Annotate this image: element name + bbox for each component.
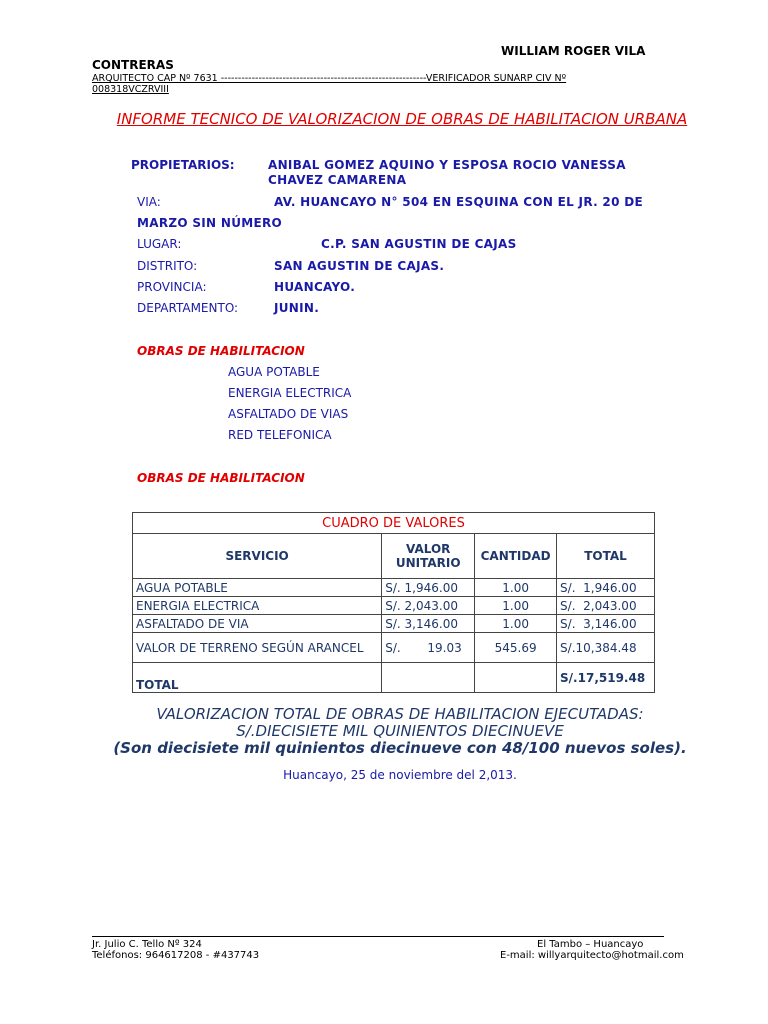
header-total: TOTAL xyxy=(557,534,655,579)
cell-servicio: AGUA POTABLE xyxy=(133,579,382,597)
cell-servicio: ASFALTADO DE VIA xyxy=(133,615,382,633)
summary-line3: (Son diecisiete mil quinientos diecinueve con 48/100 nuevos soles). xyxy=(113,739,687,757)
cell-total: S/. 2,043.00 xyxy=(557,597,655,615)
footer-address: Jr. Julio C. Tello Nº 324 xyxy=(92,939,202,950)
cell-total: S/.10,384.48 xyxy=(557,633,655,663)
obra-item: RED TELEFONICA xyxy=(228,428,332,442)
via-label: VIA: xyxy=(137,195,161,209)
summary-line2: S/.DIECISIETE MIL QUINIENTOS DIECINUEVE xyxy=(236,722,564,740)
via-value-line2: MARZO SIN NÚMERO xyxy=(137,216,283,230)
obra-item: AGUA POTABLE xyxy=(228,365,320,379)
cell-cantidad: 1.00 xyxy=(475,597,557,615)
total-empty-cell xyxy=(475,663,557,693)
table-row xyxy=(133,633,655,663)
cell-cantidad: 1.00 xyxy=(475,615,557,633)
lugar-label: LUGAR: xyxy=(137,237,182,251)
date-line: Huancayo, 25 de noviembre del 2,013. xyxy=(283,768,517,782)
propietarios-label: PROPIETARIOS: xyxy=(131,158,235,172)
distrito-label: DISTRITO: xyxy=(137,259,198,273)
cell-valor: S/. 3,146.00 xyxy=(382,615,475,633)
table-row xyxy=(133,597,655,615)
credentials-line2: 008318VCZRVIII xyxy=(92,84,169,95)
report-title: INFORME TECNICO DE VALORIZACION DE OBRAS DE HABILITACION URBANA xyxy=(116,110,688,128)
propietarios-line2: CHAVEZ CAMARENA xyxy=(268,173,407,187)
cell-cantidad: 1.00 xyxy=(475,579,557,597)
header-valor-unitario: VALOR UNITARIO xyxy=(382,534,475,579)
distrito-value: SAN AGUSTIN DE CAJAS. xyxy=(274,259,445,273)
footer-divider xyxy=(92,936,664,937)
lugar-value: C.P. SAN AGUSTIN DE CAJAS xyxy=(321,237,517,251)
header-cantidad: CANTIDAD xyxy=(475,534,557,579)
cell-valor: S/. 2,043.00 xyxy=(382,597,475,615)
obras-heading-2: OBRAS DE HABILITACION xyxy=(137,471,305,485)
cell-cantidad: 545.69 xyxy=(475,633,557,663)
obra-item: ENERGIA ELECTRICA xyxy=(228,386,352,400)
cell-total: S/. 1,946.00 xyxy=(557,579,655,597)
total-empty-cell xyxy=(382,663,475,693)
total-row xyxy=(133,663,655,693)
table-row xyxy=(133,615,655,633)
cell-servicio: VALOR DE TERRENO SEGÚN ARANCEL xyxy=(133,633,382,663)
table-row xyxy=(133,579,655,597)
footer-email: E-mail: willyarquitecto@hotmail.com xyxy=(500,950,684,961)
total-value: S/.17,519.48 xyxy=(557,663,655,693)
footer-city: El Tambo – Huancayo xyxy=(537,939,644,950)
header-servicio: SERVICIO xyxy=(133,534,382,579)
architect-name-line2: CONTRERAS xyxy=(92,58,174,72)
cell-servicio: ENERGIA ELECTRICA xyxy=(133,597,382,615)
footer-phones: Teléfonos: 964617208 - #437743 xyxy=(92,950,260,961)
summary-line1: VALORIZACION TOTAL DE OBRAS DE HABILITACION EJECUTADAS: xyxy=(156,705,644,723)
obras-heading: OBRAS DE HABILITACION xyxy=(137,344,305,358)
propietarios-line1: ANIBAL GOMEZ AQUINO Y ESPOSA ROCIO VANESSA xyxy=(268,158,626,172)
obra-item: ASFALTADO DE VIAS xyxy=(228,407,349,421)
cell-valor: S/. 1,946.00 xyxy=(382,579,475,597)
cell-valor: S/. 19.03 xyxy=(382,633,475,663)
values-table xyxy=(132,512,655,693)
architect-name-line1: WILLIAM ROGER VILA xyxy=(501,44,646,58)
departamento-value: JUNIN. xyxy=(274,301,320,315)
provincia-value: HUANCAYO. xyxy=(274,280,356,294)
total-label: TOTAL xyxy=(133,663,382,693)
credentials-line1: ARQUITECTO CAP Nº 7631 ------------------------------------------------------------VERIFICADOR SUNARP CIV Nº xyxy=(92,73,567,84)
provincia-label: PROVINCIA: xyxy=(137,280,207,294)
departamento-label: DEPARTAMENTO: xyxy=(137,301,239,315)
table-title: CUADRO DE VALORES xyxy=(133,513,655,534)
via-value-line1: AV. HUANCAYO N° 504 EN ESQUINA CON EL JR. 20 DE xyxy=(274,195,643,209)
cell-total: S/. 3,146.00 xyxy=(557,615,655,633)
